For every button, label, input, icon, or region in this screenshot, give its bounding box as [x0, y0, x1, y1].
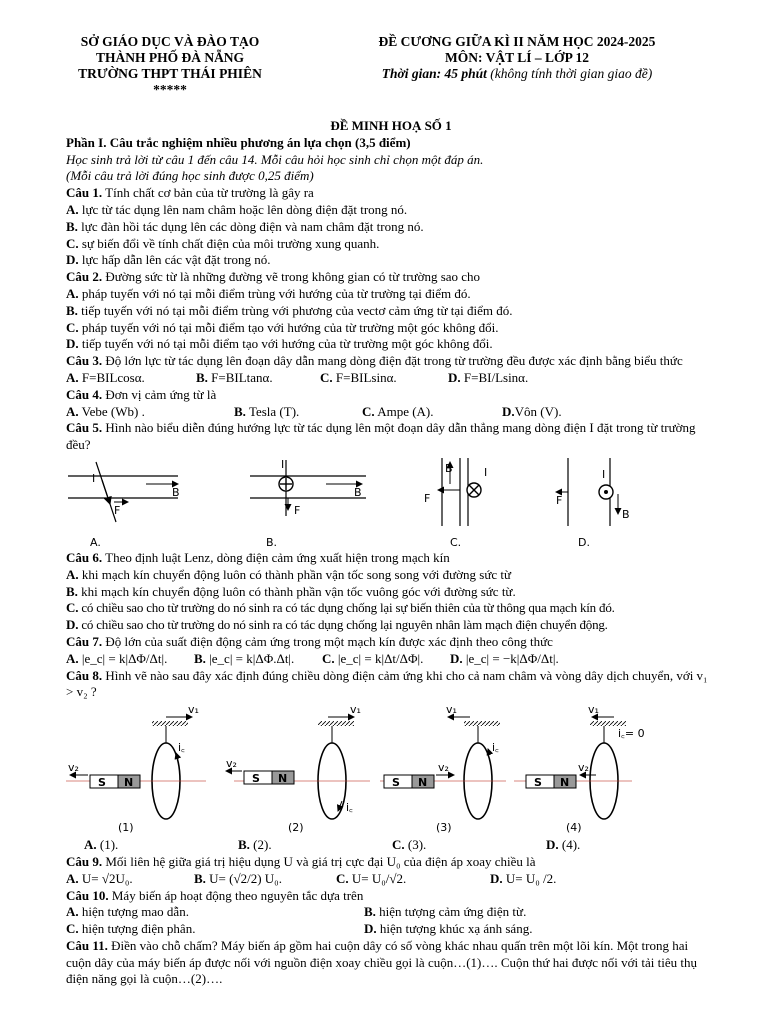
option-text: hiện tượng điện phân.	[81, 921, 196, 937]
pole-N: N	[124, 776, 134, 790]
q4-options	[66, 404, 716, 421]
label-I: I	[92, 471, 96, 485]
q3-options	[66, 370, 716, 387]
option-letter: C.	[336, 870, 349, 886]
q5-figure	[66, 454, 716, 550]
label-F: F	[294, 503, 301, 517]
time-note: (không tính thời gian giao đề)	[486, 66, 653, 81]
option-c	[320, 370, 448, 387]
label-I: I	[484, 465, 488, 479]
option-letter: C.	[392, 837, 405, 853]
induction-diagrams	[66, 701, 716, 847]
q7-options	[66, 651, 716, 668]
option-d	[66, 252, 716, 269]
question-11	[66, 938, 716, 988]
label-F: F	[424, 491, 431, 505]
question-number: Câu 6.	[66, 549, 103, 565]
option-b	[234, 404, 362, 421]
option-letter: D.	[66, 617, 79, 633]
option-text: F=BILsinα.	[335, 369, 397, 385]
question-number: Câu 5.	[66, 420, 103, 436]
label-ic: i꜀	[346, 801, 353, 815]
option-b	[66, 219, 716, 236]
question-number: Câu 8.	[66, 667, 103, 683]
option-letter: B.	[66, 302, 78, 318]
option-text: F=BILtanα.	[211, 369, 273, 385]
question-number: Câu 3.	[66, 353, 103, 369]
option-text: Vôn (V).	[514, 403, 562, 419]
time-line	[352, 66, 682, 82]
option-text: có chiều sao cho từ trường do nó sinh ra có tác dụng chống lại nguyên nhân làm mạch điện chuyển động.	[81, 617, 608, 633]
option-letter: A.	[66, 201, 79, 217]
option-letter: C.	[66, 235, 79, 251]
label-F: F	[114, 503, 121, 517]
label-B: B	[354, 485, 362, 499]
option-a	[66, 904, 364, 921]
diagram-label: A.	[90, 535, 101, 549]
option-letter: B.	[238, 837, 250, 853]
option-text: U= U₀/√2.	[351, 870, 407, 886]
option-text: lực đàn hồi tác dụng lên các dòng điện và nam châm đặt trong nó.	[81, 218, 424, 234]
time-label: Thời gian: 45 phút	[381, 66, 487, 81]
label-I: I	[602, 467, 606, 481]
figure-number: (3)	[436, 821, 452, 835]
document-header	[0, 34, 768, 104]
option-letter: D.	[450, 650, 463, 666]
option-text: pháp tuyến với nó tại mỗi điểm trùng với hướng của từ trường tại điểm đó.	[81, 285, 471, 301]
option-text: |e_c| = k|ΔΦ/Δt|.	[81, 650, 168, 666]
option-letter: C.	[66, 921, 79, 937]
option-letter: A.	[66, 650, 79, 666]
option-d	[490, 871, 610, 888]
question-8	[66, 668, 716, 702]
question-7	[66, 634, 716, 651]
question-6	[66, 550, 716, 567]
pole-N: N	[560, 776, 570, 790]
option-text: (2).	[253, 837, 272, 853]
option-c	[66, 921, 364, 938]
option-text: tiếp tuyến với nó tại mỗi điểm tạo với hướng của từ trường một góc không đổi.	[81, 336, 493, 352]
scenario-1	[66, 703, 206, 834]
option-text: khi mạch kín chuyển động luôn có thành phần vận tốc vuông góc với đường sức từ.	[81, 583, 516, 599]
option-a	[66, 567, 716, 584]
label-v2: v₂	[226, 757, 237, 771]
label-ic: i꜀	[492, 741, 499, 755]
pole-S: S	[98, 776, 106, 790]
option-d	[502, 404, 622, 421]
label-v2: v₂	[68, 761, 79, 775]
option-b	[66, 584, 716, 601]
option-d	[448, 370, 588, 387]
option-d	[364, 921, 532, 936]
diagram-label: D.	[578, 535, 590, 549]
option-letter: B.	[234, 403, 246, 419]
question-number: Câu 2.	[66, 269, 103, 285]
option-text: |e_c| = k|Δt/ΔΦ|.	[337, 650, 424, 666]
pole-S: S	[534, 776, 542, 790]
force-diagrams	[66, 454, 716, 550]
diagram-a	[68, 462, 180, 549]
question-text: Máy biến áp hoạt động theo nguyên tắc dựa trên	[108, 887, 364, 903]
question-text: Tính chất cơ bản của từ trường là gây ra	[102, 185, 314, 201]
option-a	[66, 370, 196, 387]
option-letter: D.	[546, 837, 559, 853]
scenario-4	[514, 703, 645, 834]
option-b	[196, 370, 320, 387]
option-letter: A.	[84, 837, 97, 853]
option-c	[322, 651, 450, 668]
option-letter: A.	[66, 566, 79, 582]
option-text: lực từ tác dụng lên nam châm hoặc lên dòng điện đặt trong nó.	[81, 201, 408, 217]
figure-number: (2)	[288, 821, 304, 835]
option-text: sự biến đổi về tính chất điện của môi trường xung quanh.	[81, 235, 380, 251]
city-name: THÀNH PHỐ ĐÀ NẴNG	[95, 50, 245, 65]
option-a	[66, 651, 194, 668]
option-text: U= U₀ /2.	[505, 870, 557, 886]
option-letter: D.	[502, 403, 515, 419]
option-text: (1).	[99, 837, 119, 853]
question-number: Câu 11.	[66, 937, 108, 953]
option-letter: C.	[322, 650, 335, 666]
label-F: F	[556, 493, 563, 507]
option-a	[66, 404, 234, 421]
option-letter: D.	[448, 369, 461, 385]
diagram-d	[556, 458, 630, 549]
question-9	[66, 854, 716, 871]
option-letter: D.	[66, 336, 79, 352]
option-letter: C.	[66, 319, 79, 335]
q10-options-row1	[66, 904, 716, 921]
label-ic: i꜀	[178, 741, 185, 755]
option-a	[66, 871, 194, 888]
figure-number: (1)	[118, 821, 134, 835]
option-text: khi mạch kín chuyển động luôn có thành phần vận tốc song song với đường sức từ	[81, 566, 512, 582]
question-text: Theo định luật Lenz, dòng điện cảm ứng xuất hiện trong mạch kín	[102, 549, 450, 565]
question-number: Câu 7.	[66, 633, 103, 649]
question-3	[66, 353, 716, 370]
school-block	[40, 34, 300, 98]
option-text: Ampe (A).	[377, 403, 434, 419]
question-4	[66, 387, 716, 404]
question-2	[66, 269, 716, 286]
option-text: |e_c| = −k|ΔΦ/Δt|.	[465, 650, 559, 666]
option-letter: A.	[66, 369, 79, 385]
option-letter: D.	[490, 870, 503, 886]
question-text: Độ lớn lực từ tác dụng lên đoạn dây dẫn mang dòng điện đặt trong từ trường đều được xác định bằng biểu thức	[102, 353, 683, 369]
option-text: hiện tượng khúc xạ ánh sáng.	[379, 921, 533, 937]
option-letter: B.	[194, 870, 206, 886]
option-letter: C.	[320, 369, 333, 385]
option-letter: C.	[66, 600, 79, 616]
option-text: F=BILcosα.	[81, 369, 145, 385]
school-name: TRƯỜNG THPT THÁI PHIÊN	[78, 66, 262, 81]
scenario-3	[380, 703, 506, 834]
option-text: (3).	[407, 837, 427, 853]
option-text: hiện tượng mao dẫn.	[81, 904, 189, 920]
diagram-label: B.	[266, 535, 278, 549]
option-text: tiếp tuyến với nó tại mỗi điểm trùng với phương của vectơ cảm ứng từ tại điểm đó.	[81, 302, 513, 318]
figure-number: (4)	[566, 821, 582, 835]
q9-options	[66, 871, 716, 888]
option-letter: A.	[66, 285, 79, 301]
question-number: Câu 10.	[66, 887, 109, 903]
diagram-label: C.	[450, 535, 462, 549]
option-d	[66, 617, 716, 634]
option-letter: B.	[196, 369, 208, 385]
label-v1: v₁	[350, 703, 361, 717]
option-letter: A.	[66, 870, 79, 886]
question-text: Đơn vị cảm ứng từ là	[102, 386, 217, 402]
option-letter: B.	[66, 218, 78, 234]
subject-line: MÔN: VẬT LÍ – LỚP 12	[445, 50, 589, 65]
option-b	[364, 904, 526, 919]
question-number: Câu 1.	[66, 185, 103, 201]
question-text: Đường sức từ là những đường vẽ trong không gian có từ trường sao cho	[102, 269, 481, 285]
exam-content	[66, 118, 716, 988]
option-text: (4).	[561, 837, 581, 853]
question-number: Câu 4.	[66, 386, 103, 402]
option-text: U= √2U₀.	[81, 870, 133, 886]
question-1	[66, 185, 716, 202]
option-d	[450, 651, 590, 668]
option-letter: A.	[66, 403, 79, 419]
label-v1: v₁	[188, 703, 199, 717]
exam-outline-title: ĐỀ CƯƠNG GIỮA KÌ II NĂM HỌC 2024-2025	[378, 34, 656, 49]
part1-score-note: (Mỗi câu trả lời đúng học sinh được 0,25 điểm)	[66, 168, 314, 184]
option-letter: B.	[194, 650, 206, 666]
option-d	[66, 336, 716, 353]
option-text: |e_c| = k|ΔΦ.Δt|.	[209, 650, 295, 666]
q8-figure	[66, 701, 716, 847]
pole-S: S	[392, 776, 400, 790]
option-text: hiện tượng cảm ứng điện từ.	[379, 904, 527, 920]
exam-info-block	[352, 34, 682, 82]
pole-N: N	[278, 772, 288, 786]
option-letter: D.	[66, 252, 79, 268]
option-c	[66, 320, 716, 337]
option-letter: B.	[364, 904, 376, 920]
option-text: Vebe (Wb) .	[81, 403, 145, 419]
option-c	[66, 236, 716, 253]
option-text: có chiều sao cho từ trường do nó sinh ra có tác dụng chống lại sự biến thiên của từ thông qua mạch kín đó.	[81, 600, 615, 616]
option-b	[194, 871, 336, 888]
question-5	[66, 420, 716, 454]
question-10	[66, 888, 716, 905]
header-stars: *****	[153, 82, 187, 97]
question-text: Hình nào biểu diễn đúng hướng lực từ tác dụng lên một đoạn dây dẫn thẳng mang dòng điện I đặt trong từ trường đều?	[66, 420, 696, 453]
option-c	[66, 600, 716, 617]
option-a	[66, 286, 716, 303]
part1-title: Phần I. Câu trắc nghiệm nhiều phương án lựa chọn (3,5 điểm)	[66, 134, 411, 150]
option-c	[336, 871, 490, 888]
label-v2: v₂	[438, 761, 449, 775]
option-b	[66, 303, 716, 320]
question-text: Hình vẽ nào sau đây xác định đúng chiều dòng điện cảm ứng khi cho cả nam châm và vòng dây dịch chuyển, với v₁ > v₂ ?	[66, 667, 708, 700]
label-B: B	[622, 507, 630, 521]
option-text: pháp tuyến với nó tại mỗi điểm tạo với hướng của từ trường một góc không đổi.	[81, 319, 499, 335]
diagram-c	[424, 458, 487, 549]
pole-N: N	[418, 776, 428, 790]
label-ic-zero: i꜀= 0	[618, 727, 645, 741]
option-c	[362, 404, 502, 421]
part1-note: Học sinh trả lời từ câu 1 đến câu 14. Mỗi câu hỏi học sinh chỉ chọn một đáp án.	[66, 151, 484, 167]
question-text: Độ lớn của suất điện động cảm ứng trong một mạch kín được xác định theo công thức	[102, 633, 553, 649]
option-letter: D.	[364, 921, 377, 937]
option-text: lực hấp dẫn lên các vật đặt trong nó.	[81, 252, 271, 268]
question-text: Mối liên hệ giữa giá trị hiệu dụng U và giá trị cực đại U₀ của điện áp xoay chiều là	[102, 853, 536, 869]
option-text: F=BI/Lsinα.	[463, 369, 529, 385]
diagram-b	[250, 458, 366, 549]
question-text: Điền vào chỗ chấm? Máy biến áp gồm hai cuộn dây có số vòng khác nhau quấn trên một lõi kín. Một trong hai cuộn dây của máy biến áp được nối với nguồn điện xoay chiều gọi là cuộn…(1)…. Cuộn thứ hai được nối với tải tiêu thụ điện năng gọi là cuộn…(2)….	[66, 937, 697, 987]
pole-S: S	[252, 772, 260, 786]
question-number: Câu 9.	[66, 853, 103, 869]
option-letter: B.	[66, 583, 78, 599]
department-name: SỞ GIÁO DỤC VÀ ĐÀO TẠO	[80, 34, 260, 49]
label-v1: v₁	[446, 703, 457, 717]
label-B: B	[445, 461, 453, 475]
scenario-2	[226, 703, 370, 834]
label-I: I	[281, 457, 285, 471]
exam-title: ĐỀ MINH HOẠ SỐ 1	[330, 118, 452, 133]
option-letter: C.	[362, 403, 375, 419]
option-b	[194, 651, 322, 668]
label-v1: v₁	[588, 703, 599, 717]
option-a	[66, 202, 716, 219]
q10-options-row2	[66, 921, 716, 938]
option-text: U= (√2/2) U₀.	[209, 870, 282, 886]
option-text: Tesla (T).	[248, 403, 300, 419]
label-v2: v₂	[578, 761, 589, 775]
option-letter: A.	[66, 904, 79, 920]
label-B: B	[172, 485, 180, 499]
